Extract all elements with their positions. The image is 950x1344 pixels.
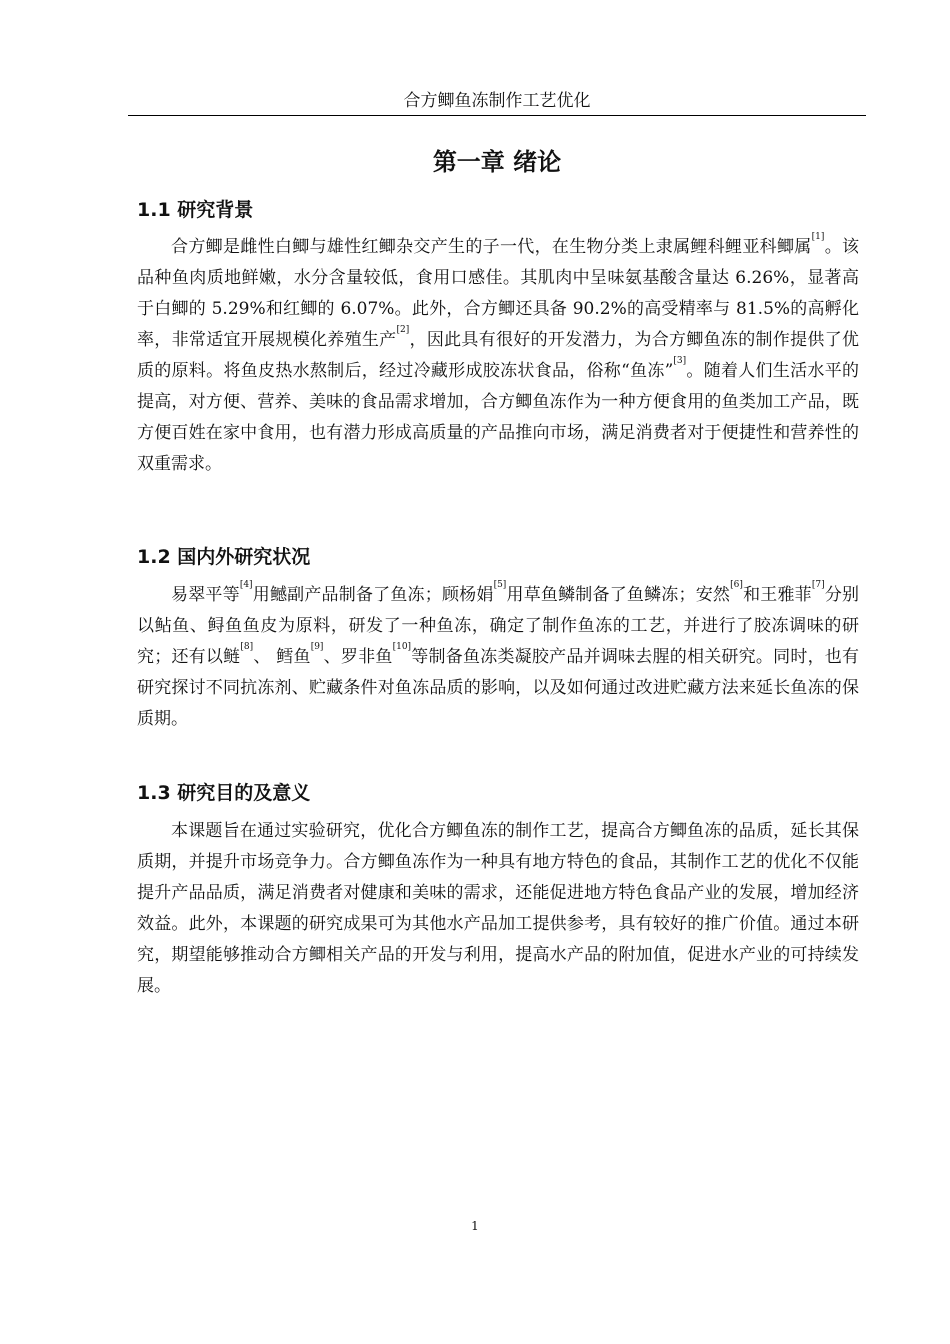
paragraph-text: 。随着人们生活水平的提高，对方便、营养、美味的食品需求增加，合方鲫鱼冻作为一种方便食用的鱼类加工产品，既方便百姓在家中食用，也有潜力形成高质量的产品推向市场，满足消费者对于便捷性和营养性的双重需求。 [137, 361, 860, 474]
citation-ref: [5] [493, 580, 507, 590]
section-heading-1-3: 1.3 研究目的及意义 [137, 782, 311, 804]
paragraph-text: ，因此具有很好的开发潜力，为合方鲫鱼冻的制作提供了优质的原料。将鱼皮热水熬制后，经过冷藏形成胶冻状食品，俗称“鱼冻” [137, 330, 860, 381]
citation-ref: [4] [239, 580, 253, 590]
citation-ref: [7] [811, 580, 825, 590]
running-header: 合方鲫鱼冻制作工艺优化 [128, 89, 866, 116]
citation-ref: [9] [310, 642, 324, 652]
paragraph-text: 等制备鱼冻类凝胶产品并调味去腥的相关研究。同时，也有研究探讨不同抗冻剂、贮藏条件对鱼冻品质的影响，以及如何通过改进贮藏方法来延长鱼冻的保质期。 [137, 647, 860, 729]
section-body-1-1 [137, 232, 859, 480]
citation-ref: [3] [673, 356, 687, 366]
paragraph-text: 用鳡副产品制备了鱼冻；顾杨娟 [252, 585, 494, 605]
citation-ref: [1] [811, 232, 825, 242]
paragraph-text: 和王雅菲 [742, 585, 812, 605]
paragraph-text: 、 鳕鱼 [253, 647, 311, 667]
paragraph-text: 分别以鲇鱼、鲟鱼鱼皮为原料，研发了一种鱼冻，确定了制作鱼冻的工艺，并进行了胶冻调味的研究；还有以鲢 [137, 585, 860, 667]
page-number: 1 [471, 1219, 479, 1233]
citation-ref: [2] [396, 325, 410, 335]
section-heading-1-2: 1.2 国内外研究状况 [137, 546, 311, 568]
citation-ref: [6] [730, 580, 743, 590]
paragraph-text: 。该品种鱼肉质地鲜嫩，水分含量较低，食用口感佳。其肌肉中呈味氨基酸含量达 6.26%，显著高于白鲫的 5.29%和红鲫的 6.07%。此外，合方鲫还具备 90.2%的高受精率与 81.5%的高孵化率，非常适宜开展规模化养殖生产 [137, 237, 860, 350]
section-body-1-2 [137, 580, 859, 735]
citation-ref: [8] [240, 642, 254, 652]
chapter-title: 第一章 绪论 [432, 148, 562, 176]
paragraph-text: 合方鲫是雌性白鲫与雄性红鲫杂交产生的子一代，在生物分类上隶属鲤科鲤亚科鲫属 [171, 237, 812, 257]
paragraph-text: 易翠平等 [171, 585, 240, 605]
paragraph-text: 用草鱼鳞制备了鱼鳞冻；安然 [506, 585, 731, 605]
section-heading-1-1: 1.1 研究背景 [137, 199, 254, 221]
citation-ref: [10] [392, 642, 412, 652]
paragraph-text: 、罗非鱼 [323, 647, 393, 667]
paragraph-text: 本课题旨在通过实验研究，优化合方鲫鱼冻的制作工艺，提高合方鲫鱼冻的品质，延长其保质期，并提升市场竞争力。合方鲫鱼冻作为一种具有地方特色的食品，其制作工艺的优化不仅能提升产品品质，满足消费者对健康和美味的需求，还能促进地方特色食品产业的发展，增加经济效益。此外，本课题的研究成果可为其他水产品加工提供参考，具有较好的推广价值。通过本研究，期望能够推动合方鲫相关产品的开发与利用，提高水产品的附加值，促进水产业的可持续发展。 [137, 821, 859, 996]
section-body-1-3 [137, 816, 859, 1002]
